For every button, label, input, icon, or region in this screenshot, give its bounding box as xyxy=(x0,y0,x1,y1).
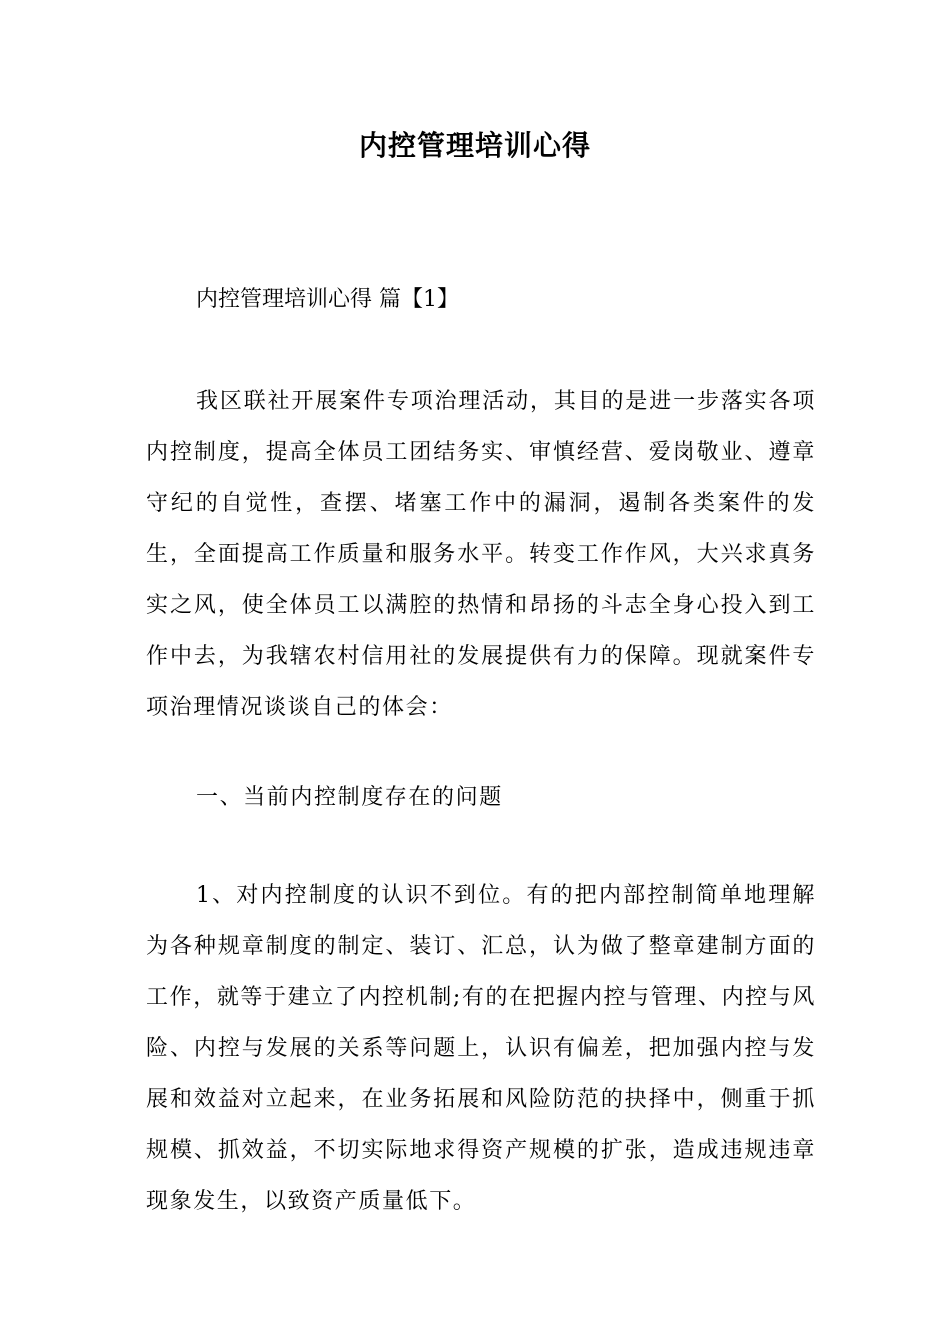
section-heading: 一、当前内控制度存在的问题 xyxy=(196,785,503,810)
document-title: 内控管理培训心得 xyxy=(358,129,591,162)
paragraph-point-1: 1、对内控制度的认识不到位。有的把内部控制简单地理解为各种规章制度的制定、装订、汇总，认为做了整章建制方面的工作，就等于建立了内控机制;有的在把握内控与管理、内控与风险、内控与发展的关系等问题上，认识有偏差，把加强内控与发展和效益对立起来，在业务拓展和风险防范的抉择中，侧重于抓规模、抓效益，不切实际地求得资产规模的扩张，造成违规违章现象发生，以致资产质量低下。 xyxy=(146,883,816,1214)
document-subtitle: 内控管理培训心得 篇【1】 xyxy=(196,287,459,312)
paragraph-intro: 我区联社开展案件专项治理活动，其目的是进一步落实各项内控制度，提高全体员工团结务实、审慎经营、爱岗敬业、遵章守纪的自觉性，查摆、堵塞工作中的漏洞，遏制各类案件的发生，全面提高工作质量和服务水平。转变工作作风，大兴求真务实之风，使全体员工以满腔的热情和昂扬的斗志全身心投入到工作中去，为我辖农村信用社的发展提供有力的保障。现就案件专项治理情况谈谈自己的体会： xyxy=(146,389,816,720)
